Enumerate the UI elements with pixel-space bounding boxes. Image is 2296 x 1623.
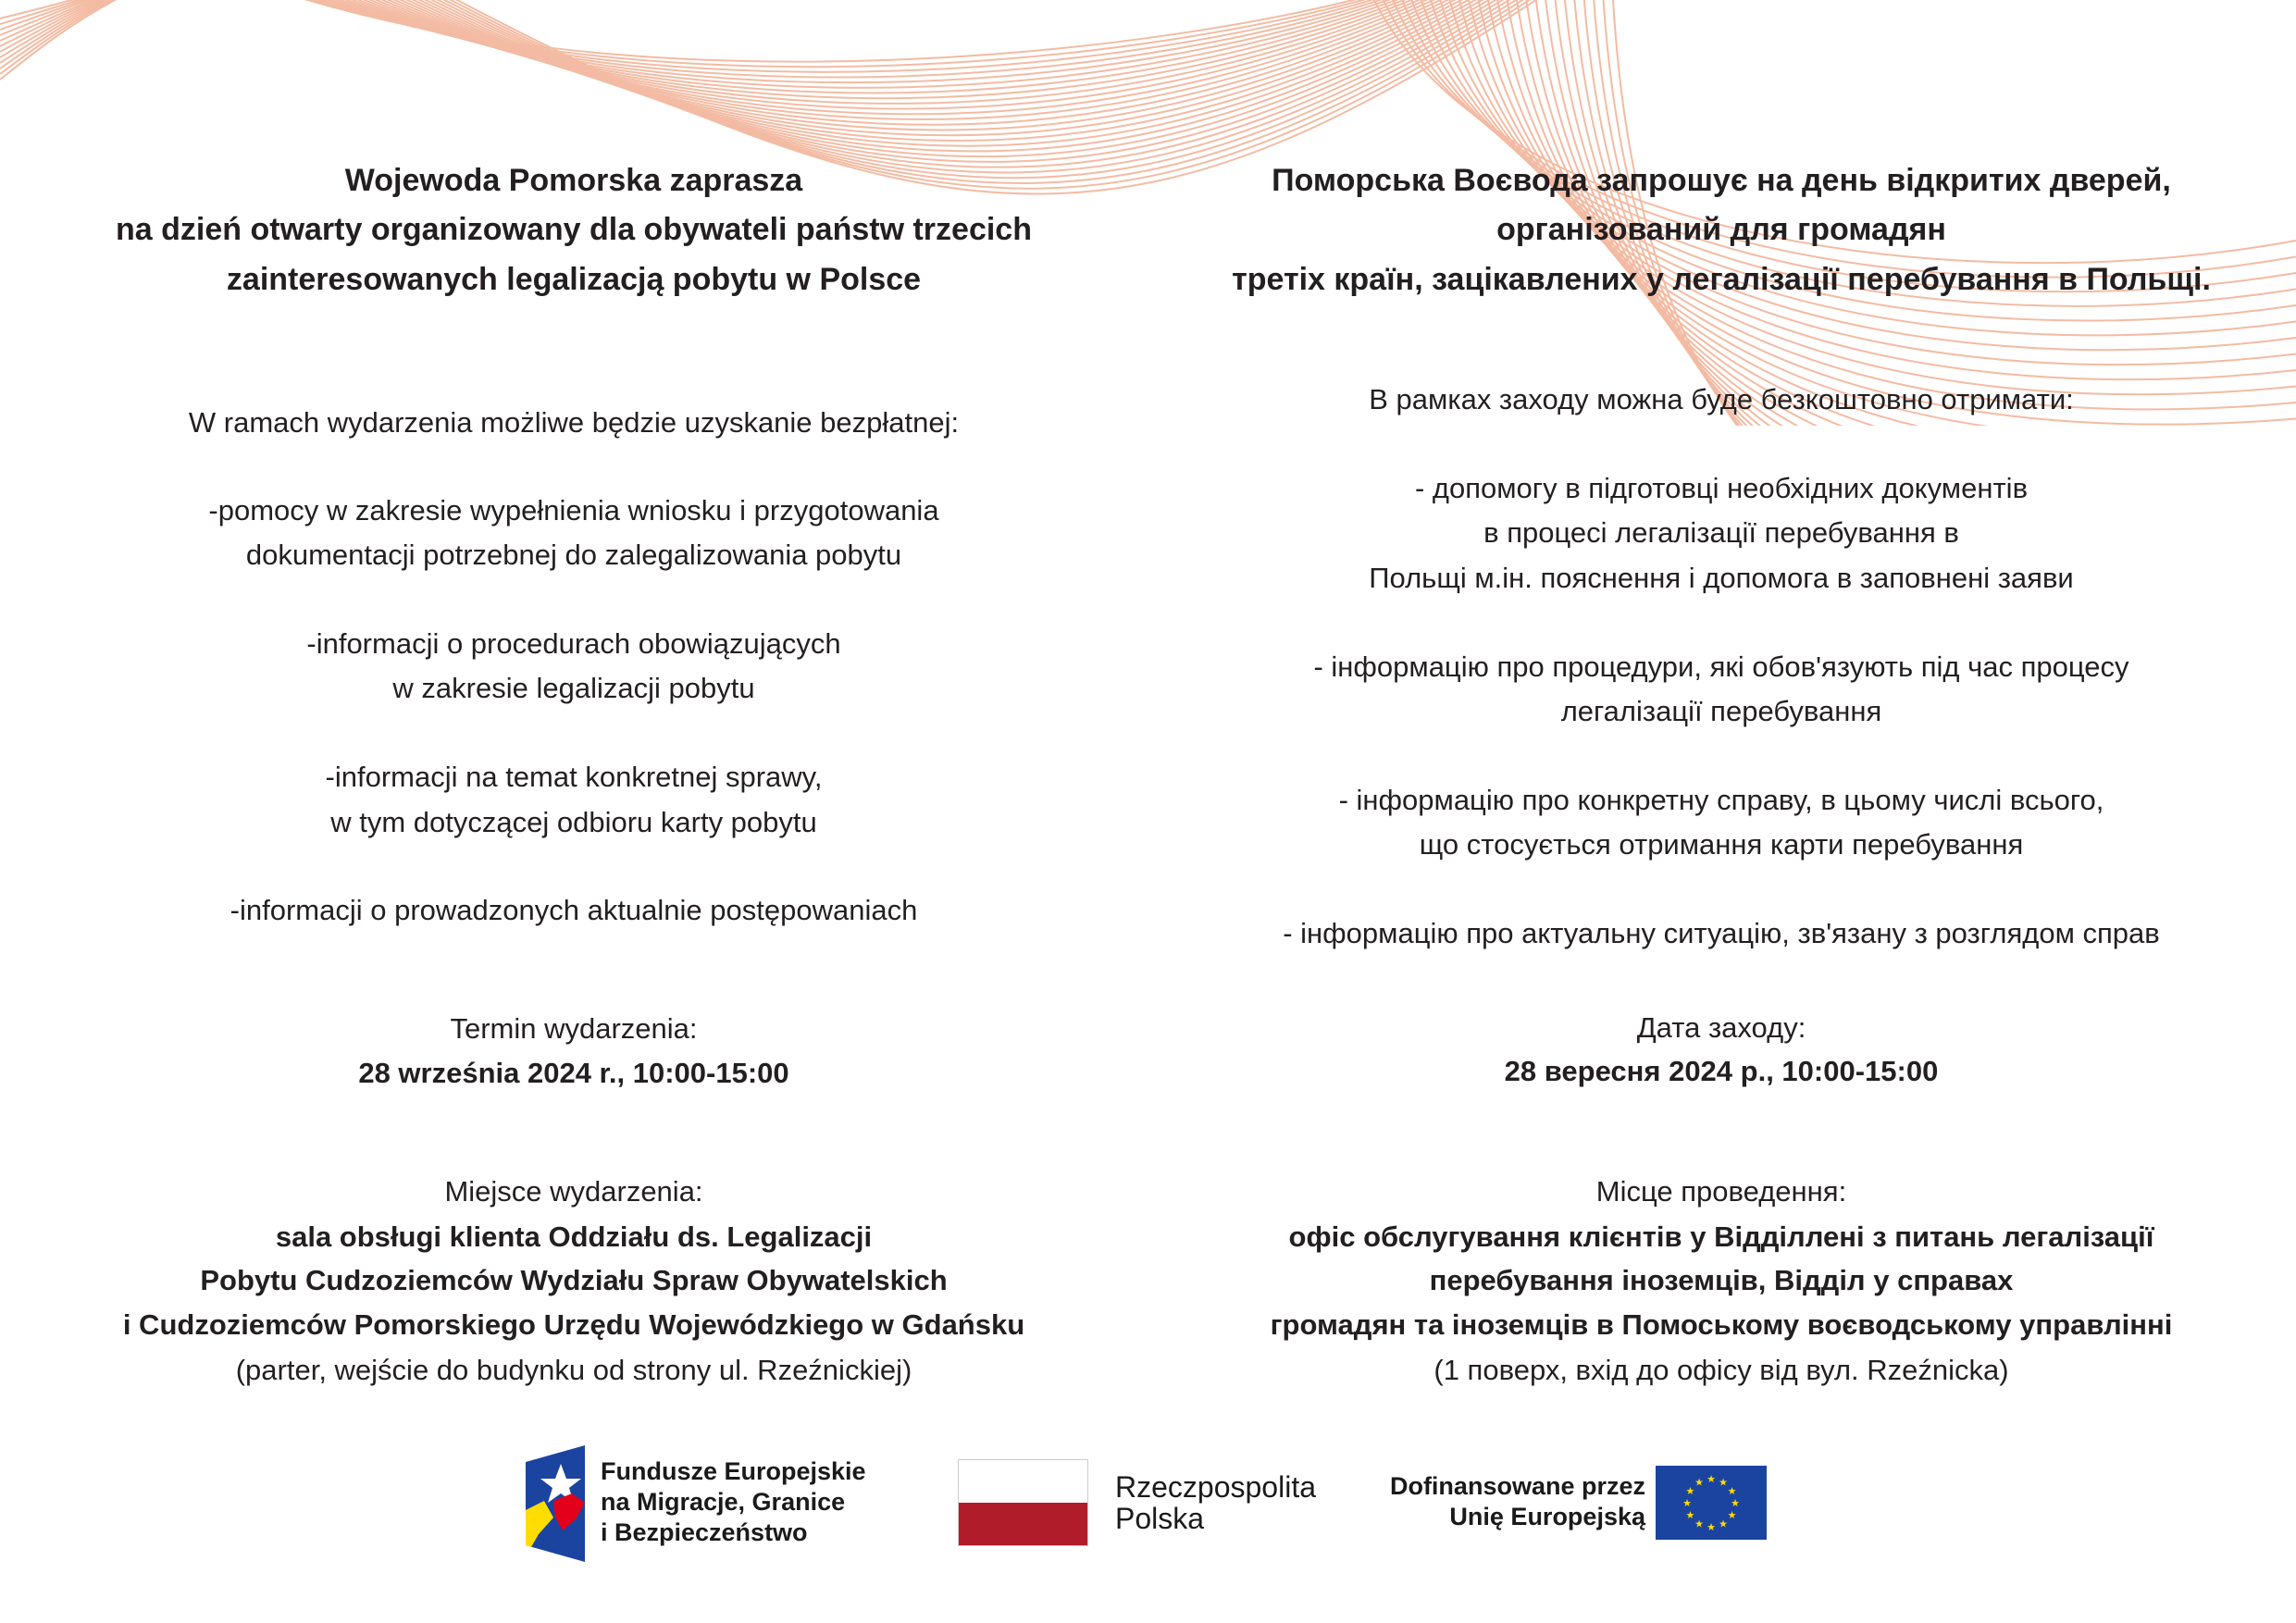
polish-place-label: Miejsce wydarzenia:: [444, 1175, 703, 1208]
polish-bullet: -informacji o prowadzonych aktualnie postępowaniach: [230, 894, 918, 926]
ukrainian-intro: В рамках заходу можна буде безкоштовно отримати:: [1369, 383, 2074, 415]
eu-star-icon: ★: [1685, 1510, 1695, 1521]
eu-star-icon: ★: [1685, 1486, 1695, 1497]
wave-line: [388, 0, 1498, 151]
ukrainian-title-line: третіх країн, зацікавлених у легалізації перебування в Польщі.: [1232, 262, 2211, 297]
polish-intro: W ramach wydarzenia możliwe będzie uzyskanie bezpłatnej:: [188, 406, 960, 439]
eu-star-icon: ★: [1694, 1518, 1704, 1530]
eu-star-icon: ★: [1719, 1477, 1728, 1489]
ukrainian-date-label: Дата заходу:: [1636, 1011, 1806, 1044]
polish-title-line: zainteresowanych legalizacją pobytu w Polsce: [226, 262, 922, 297]
logo-text-line: Fundusze Europejskie: [601, 1457, 866, 1485]
logo-text-line: Unię Europejską: [1449, 1503, 1645, 1530]
polish-place-value: sala obsługi klienta Oddziału ds. Legalizacji: [275, 1220, 873, 1253]
polish-title-line: na dzień otwarty organizowany dla obywateli państw trzecich: [116, 212, 1032, 247]
european-funds-logo-icon: [526, 1445, 589, 1562]
ukrainian-date-value: 28 вересня 2024 р., 10:00-15:00: [1504, 1055, 1939, 1087]
polish-flag-icon: [958, 1459, 1088, 1546]
rzeczpospolita-logo-text: [1115, 1471, 1316, 1534]
polish-bullet: -informacji na temat konkretnej sprawy,: [325, 761, 823, 793]
eu-star-icon: ★: [1731, 1498, 1740, 1509]
wave-line: [407, 0, 1518, 167]
ukrainian-bullet: - допомогу в підготовці необхідних документів: [1414, 472, 2029, 504]
eu-star-icon: ★: [1706, 1522, 1716, 1533]
european-funds-logo-text: [601, 1456, 866, 1548]
eu-star-icon: ★: [1694, 1477, 1704, 1489]
ukrainian-place-value: офіс обслугування клієнтів у Відділлені з питань легалізації: [1288, 1220, 2154, 1253]
wave-line: [342, 0, 1453, 114]
ukrainian-place-value: перебування іноземців, Відділ у справах: [1429, 1264, 2014, 1296]
ukrainian-bullet: легалізації перебування: [1560, 695, 1882, 727]
polish-bullet: -pomocy w zakresie wypełnienia wniosku i przygotowania: [208, 494, 939, 527]
polish-date-value: 28 września 2024 r., 10:00-15:00: [358, 1057, 789, 1089]
logo-text-line: i Bezpieczeństwo: [601, 1518, 808, 1546]
eu-star-icon: ★: [1727, 1510, 1737, 1521]
logo-text-line: na Migracje, Granice: [601, 1488, 846, 1516]
eu-star-icon: ★: [1727, 1486, 1737, 1497]
polish-place-value: Pobytu Cudzoziemców Wydziału Spraw Obywatelskich: [200, 1264, 948, 1296]
polish-place-value: i Cudzoziemców Pomorskiego Urzędu Wojewódzkiego w Gdańsku: [122, 1308, 1025, 1341]
polish-title-line: Wojewoda Pomorska zaprasza: [344, 163, 803, 198]
ukrainian-bullet: Польщі м.ін. пояснення і допомога в заповнені заяви: [1369, 562, 2074, 594]
polish-bullet: -informacji o procedurach obowiązujących: [306, 627, 841, 660]
polish-date-label: Termin wydarzenia:: [450, 1012, 698, 1045]
ukrainian-place-label: Місце проведення:: [1595, 1175, 1847, 1208]
ukrainian-bullet: що стосується отримання карти перебування: [1419, 828, 2024, 861]
logo-text-line: Dofinansowane przez: [1389, 1472, 1645, 1500]
eu-star-icon: ★: [1719, 1518, 1728, 1530]
polish-place-note: (parter, wejście do budynku od strony ul. Rzeźnickiej): [235, 1354, 912, 1386]
polish-bullet: dokumentacji potrzebnej do zalegalizowania pobytu: [245, 539, 902, 571]
eu-flag-icon: [1656, 1466, 1767, 1540]
ukrainian-place-value: громадян та іноземців в Помоському воєводському управлінні: [1270, 1308, 2173, 1341]
eu-star-icon: ★: [1706, 1474, 1716, 1485]
eu-star-icon: ★: [1682, 1498, 1692, 1509]
polish-bullet: w tym dotyczącej odbioru karty pobytu: [330, 806, 817, 838]
ukrainian-bullet: в процесі легалізації перебування в: [1483, 516, 1959, 549]
ukrainian-bullet: - інформацію про конкретну справу, в цьому числі всього,: [1338, 784, 2104, 816]
eu-cofinanced-text: [1333, 1471, 1645, 1532]
polish-bullet: w zakresie legalizacji pobytu: [392, 672, 755, 704]
ukrainian-title-line: Поморська Воєвода запрошує на день відкритих дверей,: [1272, 163, 2171, 198]
ukrainian-place-note: (1 поверх, вхід до офісу від вул. Rzeźnicka): [1433, 1354, 2009, 1386]
ukrainian-bullet: - інформацію про актуальну ситуацію, зв'язану з розглядом справ: [1283, 917, 2160, 949]
logo-text-line: Polska: [1115, 1502, 1205, 1535]
ukrainian-bullet: - інформацію про процедури, які обов'язують під час процесу: [1313, 650, 2129, 683]
logo-text-line: Rzeczpospolita: [1115, 1470, 1316, 1504]
ukrainian-title-line: організований для громадян: [1496, 212, 1946, 247]
